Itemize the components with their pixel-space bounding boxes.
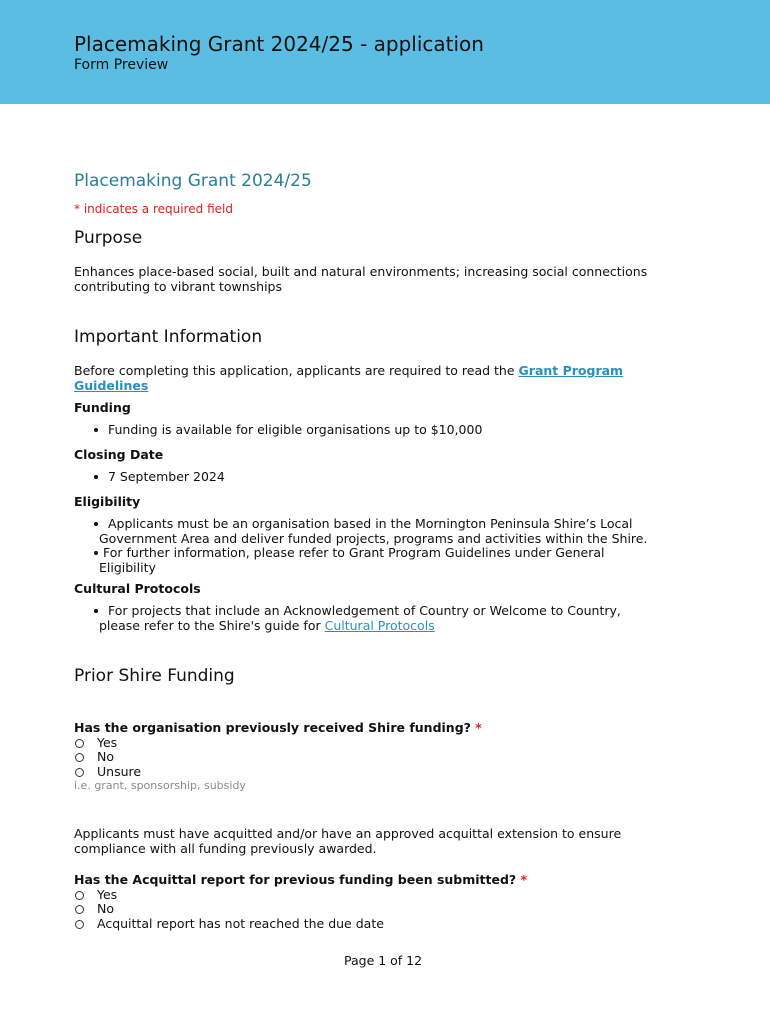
acquittal-text-line-2: compliance with all funding previously awarded.: [74, 841, 377, 856]
bullet-icon: [94, 522, 98, 526]
radio-label: Yes: [97, 735, 118, 750]
radio-prior-unsure[interactable]: [75, 768, 84, 777]
radio-label: Yes: [97, 887, 118, 902]
radio-acquittal-yes[interactable]: [75, 891, 84, 900]
eligibility-label: Eligibility: [74, 494, 141, 509]
bullet-icon: [94, 609, 98, 613]
page-header: [0, 0, 770, 104]
form-title: Placemaking Grant 2024/25: [74, 171, 312, 191]
question-prior-funding-label: Has the organisation previously received Shire funding?: [74, 720, 471, 735]
prior-heading: Prior Shire Funding: [74, 666, 235, 686]
required-star: *: [520, 872, 528, 887]
radio-label: Acquittal report has not reached the due date: [97, 916, 384, 931]
bullet-icon: [94, 551, 98, 555]
cultural-bullet-line-1: For projects that include an Acknowledgement of Country or Welcome to Country,: [108, 603, 621, 618]
purpose-line-1: Enhances place-based social, built and natural environments; increasing social connections: [74, 264, 648, 279]
radio-label: No: [97, 901, 114, 916]
question-prior-funding: [74, 720, 482, 735]
important-intro-text: Before completing this application, applicants are required to read the: [74, 363, 519, 378]
radio-prior-no[interactable]: [75, 753, 84, 762]
radio-label: Unsure: [97, 764, 142, 779]
cultural-protocols-link[interactable]: Cultural Protocols: [324, 618, 435, 633]
page-title: Placemaking Grant 2024/25 - application: [74, 32, 484, 56]
acquittal-text-line-1: Applicants must have acquitted and/or have an approved acquittal extension to ensure: [74, 826, 622, 841]
radio-acquittal-not-due[interactable]: [75, 920, 84, 929]
radio-label: No: [97, 749, 114, 764]
purpose-heading: Purpose: [74, 228, 143, 248]
eligibility-bullet-1-line-1: Applicants must be an organisation based in the Mornington Peninsula Shire’s Local: [108, 516, 633, 531]
page-number: Page 1 of 12: [344, 953, 423, 968]
guidelines-link[interactable]: Grant Program: [518, 363, 624, 378]
bullet-icon: [94, 475, 98, 479]
cultural-bullet-line-2: [99, 618, 435, 633]
question-acquittal-label: Has the Acquittal report for previous funding been submitted?: [74, 872, 517, 887]
closing-bullet: 7 September 2024: [108, 469, 225, 484]
cultural-bullet-prefix: please refer to the Shire's guide for: [99, 618, 325, 633]
important-intro: [74, 363, 623, 378]
eligibility-bullet-2-line-1: For further information, please refer to Grant Program Guidelines under General: [103, 545, 605, 560]
bullet-icon: [94, 428, 98, 432]
question-hint: i.e. grant, sponsorship, subsidy: [74, 779, 246, 792]
closing-label: Closing Date: [74, 447, 164, 462]
important-heading: Important Information: [74, 327, 263, 347]
eligibility-bullet-1-line-2: Government Area and deliver funded projects, programs and activities within the Shire.: [99, 531, 648, 546]
question-acquittal: [74, 872, 527, 887]
page-subtitle: Form Preview: [74, 57, 169, 73]
radio-acquittal-no[interactable]: [75, 905, 84, 914]
required-star: *: [475, 720, 482, 735]
guidelines-link-cont[interactable]: Guidelines: [74, 378, 149, 393]
purpose-line-2: contributing to vibrant townships: [74, 279, 282, 294]
required-note: * indicates a required field: [74, 202, 233, 216]
funding-bullet: Funding is available for eligible organisations up to $10,000: [108, 422, 483, 437]
funding-label: Funding: [74, 400, 131, 415]
cultural-label: Cultural Protocols: [74, 581, 201, 596]
radio-prior-yes[interactable]: [75, 739, 84, 748]
eligibility-bullet-2-line-2: Eligibility: [99, 560, 156, 575]
